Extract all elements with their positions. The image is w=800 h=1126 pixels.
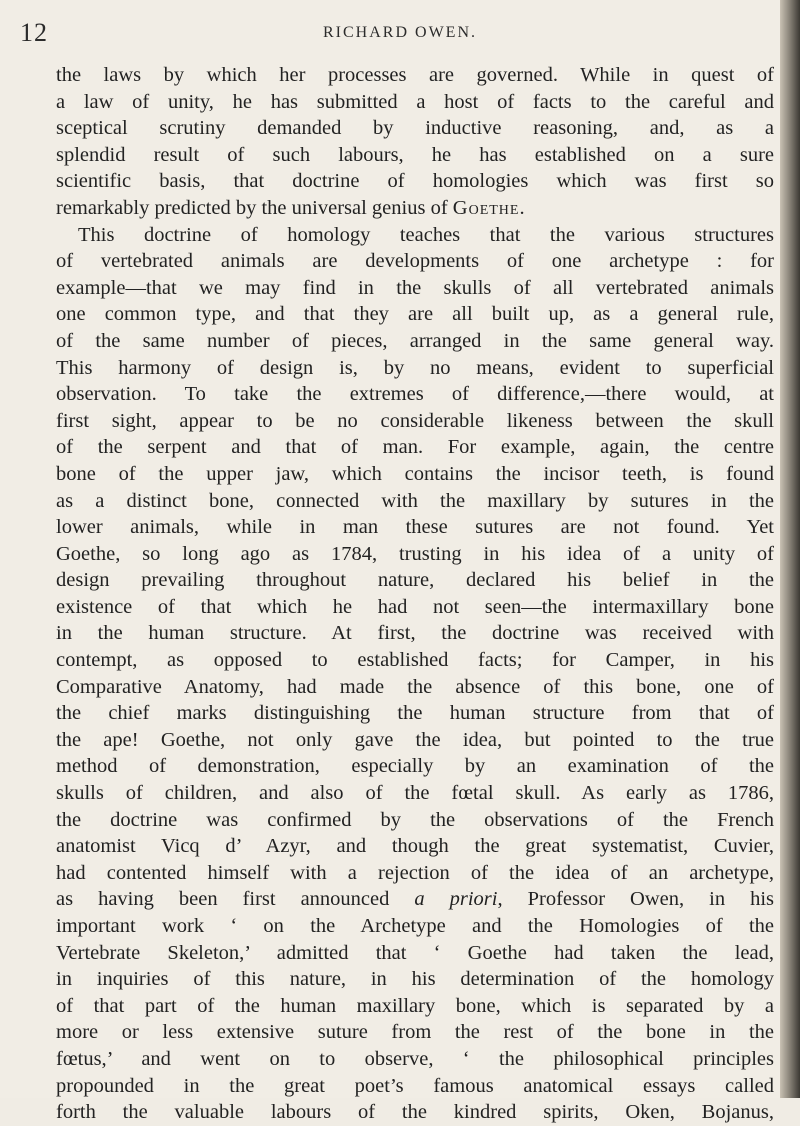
text-line: contempt, as opposed to established facts; for Camper, in his xyxy=(56,649,774,672)
paragraph-start-line: This doctrine of homology teaches that the various structures xyxy=(78,223,774,246)
text-line: anatomist Vicq d’ Azyr, and though the great systematist, Cuvier, xyxy=(56,835,774,858)
text-line: propounded in the great poet’s famous anatomical essays called xyxy=(56,1074,774,1097)
text-line xyxy=(56,195,774,222)
text-span: as having been first announced xyxy=(56,888,415,911)
italic-a-priori: a priori xyxy=(414,888,498,911)
text-span: , Professor Owen, in his xyxy=(497,888,775,911)
text-line: example—that we may find in the skulls of all vertebrated animals xyxy=(56,276,774,299)
page-number: 12 xyxy=(20,18,48,47)
text-line: of that part of the human maxillary bone, which is separated by a xyxy=(56,994,774,1017)
page-header xyxy=(0,18,800,52)
text-line: method of demonstration, especially by an examination of the xyxy=(56,755,774,778)
text-line: design prevailing throughout nature, declared his belief in the xyxy=(56,569,774,592)
text-line: the doctrine was confirmed by the observations of the French xyxy=(56,808,774,831)
text-line: of the serpent and that of man. For example, again, the centre xyxy=(56,436,774,459)
text-line: the ape! Goethe, not only gave the idea, but pointed to the true xyxy=(56,728,774,751)
text-line: scientific basis, that doctrine of homologies which was first so xyxy=(56,170,774,193)
text-line: Comparative Anatomy, had made the absence of this bone, one of xyxy=(56,675,774,698)
text-line: in inquiries of this nature, in his determination of the homology xyxy=(56,968,774,991)
text-line: the chief marks distinguishing the human structure from that of xyxy=(56,702,774,725)
text-line: of the same number of pieces, arranged in the same general way. xyxy=(56,329,774,352)
text-span: remarkably predicted by the universal genius of xyxy=(56,196,453,219)
text-line: one common type, and that they are all built up, as a general rule, xyxy=(56,303,774,326)
text-line: This harmony of design is, by no means, evident to superficial xyxy=(56,356,774,379)
text-line: important work ‘ on the Archetype and the Homologies of the xyxy=(56,915,774,937)
text-line: splendid result of such labours, he has established on a sure xyxy=(56,143,774,166)
text-line: observation. To take the extremes of difference,—there would, at xyxy=(56,383,774,406)
text-line: skulls of children, and also of the fœtal skull. As early as 1786, xyxy=(56,782,774,805)
text-line: forth the valuable labours of the kindred spirits, Oken, Bojanus, xyxy=(56,1101,774,1124)
text-line: in the human structure. At first, the doctrine was received with xyxy=(56,622,774,645)
text-line: first sight, appear to be no considerable likeness between the skull xyxy=(56,409,774,432)
text-line: had contented himself with a rejection of the idea of an archetype, xyxy=(56,861,774,884)
text-line: Vertebrate Skeleton,’ admitted that ‘ Goethe had taken the lead, xyxy=(56,941,774,964)
running-head: RICHARD OWEN. xyxy=(323,24,477,41)
text-line: the laws by which her processes are governed. While in quest of xyxy=(56,64,774,86)
text-line: existence of that which he had not seen—the intermaxillary bone xyxy=(56,595,774,618)
goethe-small-caps: Goethe. xyxy=(452,196,526,219)
text-line xyxy=(56,886,774,913)
text-line: bone of the upper jaw, which contains the incisor teeth, is found xyxy=(56,462,774,485)
text-line: sceptical scrutiny demanded by inductive reasoning, and, as a xyxy=(56,117,774,140)
text-line: of vertebrated animals are developments of one archetype : for xyxy=(56,250,774,273)
body-text xyxy=(56,62,774,1126)
binding-edge xyxy=(780,0,800,1098)
text-line: as a distinct bone, connected with the maxillary by sutures in the xyxy=(56,489,774,512)
text-line: more or less extensive suture from the rest of the bone in the xyxy=(56,1021,774,1044)
text-line: lower animals, while in man these sutures are not found. Yet xyxy=(56,516,774,539)
text-line: a law of unity, he has submitted a host of facts to the careful and xyxy=(56,90,774,113)
text-line: Goethe, so long ago as 1784, trusting in his idea of a unity of xyxy=(56,542,774,565)
text-line: fœtus,’ and went on to observe, ‘ the philosophical principles xyxy=(56,1047,774,1070)
